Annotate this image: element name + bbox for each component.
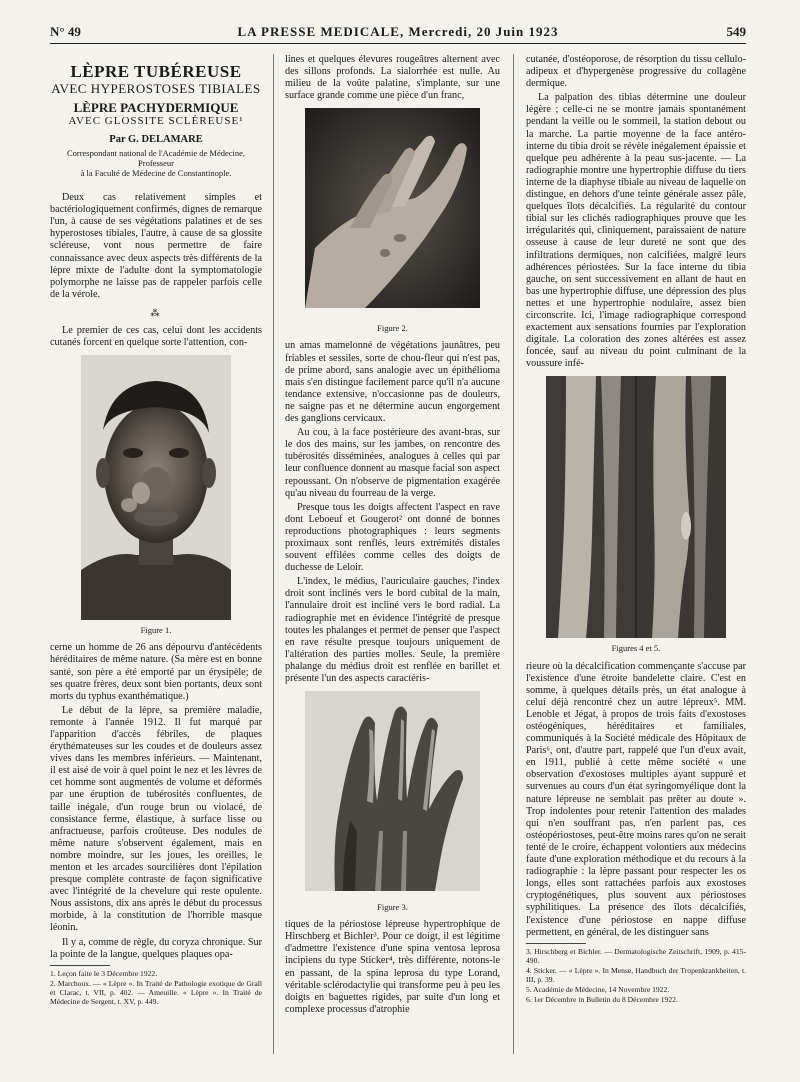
paragraph: Deux cas relativement simples et bactériologiquement confirmés, dignes de remarque l'un, à cause de ses végétations palatines et de ses hyperostoses tibiales, l'autre, à cause de sa glossite scléreuse, vont nous permettre de faire connaissance avec deux aspects très différents de la lèpre mixte de l'adulte dont la symptomatologie polymorphe ne laisse pas de rappeler parfois celle de la vérole. <box>50 192 262 300</box>
figures-4-5-caption: Figures 4 et 5. <box>611 643 661 654</box>
paragraph: L'index, le médius, l'auriculaire gauches, l'index droit sont inclinés vers le bord cubital de la main, l'annulaire droit est incliné vers le bord radial. La radiographie met en évidence l'intégrité de presque toutes les phalanges et permet de penser que l'aspect en rave résulte presque toujours uniquement de l'altération des parties molles. Seule, la première phalange du médius droit est renflée en barillet et présente l'un des aspects caractéris- <box>285 576 500 684</box>
figure-3-hand-radiograph <box>305 691 480 891</box>
paragraph: Presque tous les doigts affectent l'aspect en rave dont Leboeuf et Gougerot² ont donné de bonnes reproductions photographiques : leurs segments proximaux sont renflés, leurs extrémités distales souvent effilées comme celles des doigts de duchesse de Leloir. <box>285 501 500 574</box>
paragraph: cerne un homme de 26 ans dépourvu d'antécédents héréditaires de même nature. (Sa mère est en bonne santé, son père a été emporté par un érysipèle; de ses quatre frères, deux sont bien portants, deux sont morts du typhus exanthématique.) <box>50 642 262 702</box>
paragraph: lines et quelques élevures rougeâtres alternent avec des sillons profonds. La sialorrhée est nulle. Au milieu de la voûte palatine, s'implante, sur une surface grande comme une pièce d'un franc, <box>285 54 500 102</box>
journal-title: LA PRESSE MEDICALE, Mercredi, 20 Juin 1923 <box>237 24 559 39</box>
section-separator: ⁂ <box>150 307 162 318</box>
article-subtitle-secondary: AVEC GLOSSITE SCLÉREUSE¹ <box>68 115 244 127</box>
page-header <box>50 22 746 42</box>
figure-2-hand-photo <box>305 108 480 308</box>
footnote-3: 3. Hirschberg et Bichler. — Dermatologische Zeitschrift, 1909, p. 415-490. <box>526 946 746 965</box>
header-rule <box>50 43 746 44</box>
footnote-rule <box>526 943 586 944</box>
footnote-4: 4. Sticker. — « Lèpre ». In Mense, Handbuch der Tropenkrankheiten, t. III, p. 39. <box>526 965 746 984</box>
page-number: 549 <box>726 24 746 39</box>
figure-1-portrait <box>81 355 231 620</box>
author-affiliation: Correspondant national de l'Académie de Médecine, Professeur à la Faculté de Médecine de Constantinople. <box>66 148 246 179</box>
figure-3-caption: Figure 3. <box>377 902 408 913</box>
paragraph: cutanée, d'ostéoporose, de résorption du tissu cellulo-adipeux et d'hypergenèse progressive du collagène dermique. <box>526 54 746 90</box>
article-subtitle: AVEC HYPEROSTOSES TIBIALES <box>51 81 261 96</box>
footnotes <box>526 947 746 1004</box>
paragraph: Il y a, comme de règle, du coryza chronique. Sur la pointe de la langue, quelques plaques opa- <box>50 936 262 960</box>
paragraph: Le début de la lèpre, sa première maladie, remonte à l'année 1912. Il fut marqué par l'apparition d'accès fébriles, de plaques érythémateuses sur les coudes et de douleurs assez vives dans les membres inférieurs. — Maintenant, il est aisé de voir à quel point le nez et les lèvres de cet homme sont augmentés de volume et déformés par une éruption de tubérosités confluentes, de taille inégale, d'un rouge brun ou violacé, de consistance ferme, élastique, à surface lisse ou anfractueuse, parfois croûteuse. Des nodules de même nature s'observent également, mais en nombre moindre, sur les joues, les oreilles, le menton et les arcades sourcilières dont l'épilation presque complète contraste de façon significative avec l'intégrité de la chevelure qui reste opulente. Nous assistons, dix ans après le début du processus morbide, à la constitution de l'horrible masque léonin. <box>50 704 262 934</box>
paragraph: La palpation des tibias détermine une douleur légère ; celle-ci ne se montre jamais spontanément pendant la veille ou le sommeil, la station debout ou la marche. La partie moyenne de la face antéro-interne du tibia droit se révèle inégalement épaissie et quelque peu adhérente à la peau sus-jacente. — La radiographie montre une hypertrophie diffuse du tiers interne de la diaphyse tibiale au niveau de laquelle on distingue, en dehors d'une teinte générale assez pâle, quelques îlots décalcifiés. La régularité du contour tibial sur les clichés radiographiques prouve que les irrégularités qui, cliniquement, paraissaient de nature osseuse à cause de leur dureté ne sont que des infiltrations dermiques, non calcifiées, malgré leurs adhérences périostées. Sur la face interne du tibia gauche, on sent successivement en allant de haut en bas une hypertrophie diffuse, une dépression des plus nettes et une hypertrophie nodulaire, assez bien circonscrite. Ici, l'image radiographique correspond exactement aux sensations fournies par l'exploration digitale. La coloration des zones altérées est assez foncée, sauf au niveau du point culminant de la voussure infé- <box>526 92 746 370</box>
issue-number: N° 49 <box>50 24 81 39</box>
footnote-6: 6. 1er Décembre in Bulletin du 8 Décembre 1922. <box>526 994 678 1004</box>
footnote-5: 5. Académie de Médecine, 14 Novembre 1922. <box>526 984 670 994</box>
paragraph: un amas mamelonné de végétations jaunâtres, peu friables et sessiles, sorte de chou-fleur qui n'est pas, de prime abord, sans analogie avec un épithélioma mais s'en distingue facilement parce qu'il n'a aucune tendance extensive, n'occasionne pas de douleurs, ne saigne pas et ne détermine aucun engorgement des ganglions cervicaux. <box>285 340 500 425</box>
figures-4-5-tibia-radiographs <box>546 376 726 638</box>
footnote-rule <box>50 965 110 966</box>
figure-2-caption: Figure 2. <box>377 323 408 334</box>
paragraph: Au cou, à la face postérieure des avant-bras, sur le dos des mains, sur les jambes, on rencontre des tubérosités disséminées, analogues à celles qui par leur confluence donnent au masque facial son aspect repoussant. On n'observe de pigmentation exagérée qu'au niveau du fourreau de la verge. <box>285 427 500 499</box>
paragraph: rieure où la décalcification commençante s'accuse par l'existence d'une étroite bandelette claire. C'est en somme, à quelques détails près, un état analogue à celui déjà rencontré chez un autre lépreux⁵. MM. Lenoble et Jégat, à propos de trois faits d'exostoses ostéogéniques, héréditaires et familiales, communiqués à la Société médicale des Hôpitaux de Paris⁶, ont, d'autre part, rappelé que l'un d'eux avait, en 1911, publié à cette même société « une observation d'exostoses multiples ayant suppuré et survenues au cours d'un état syringomyélique dont la nature lépreuse ne semblait pas prêter au doute ». Trop indolentes pour retenir l'attention des malades qui n'en souffrant pas, n'en parlent pas, ces ostéopériostoses, peut-être moins rares qu'on ne serait tenté de le croire, échappent volontiers aux médecins faute d'une exploration méthodique et du recours à la radiographie : la lèpre passant pour respecter les os longs, elles sont rattachées parfois aux exostoses cryptogénétiques, plus souvent aux périostoses syphilitiques. La présence des îlots décalcifiés, l'existence d'une périostose en nappe diffuse permettent, en général, de les distinguer sans <box>526 660 746 938</box>
column-divider <box>273 54 274 1054</box>
column-1 <box>50 54 262 1007</box>
figure-1-caption: Figure 1. <box>140 625 172 636</box>
paragraph: Le premier de ces cas, celui dont les accidents cutanés forcent en quelque sorte l'attention, con- <box>50 325 262 349</box>
footnote-2: 2. Marchoux. — « Lèpre ». In Traité de Pathologie exotique de Grall et Clarac, t. VII, p. 402. — Ameuille. « Lèpre ». In Traité de Médecine de Sergent, t. XV, p. 449. <box>50 978 262 1006</box>
article-title-secondary: LÈPRE PACHYDERMIQUE <box>73 100 239 115</box>
column-2 <box>285 54 500 1018</box>
footnotes <box>50 969 262 1006</box>
column-divider <box>513 54 514 1054</box>
article-title: LÈPRE TUBÉREUSE <box>70 62 242 81</box>
article-author: Par G. DELAMARE <box>109 134 203 145</box>
paragraph: tiques de la périostose lépreuse hypertrophique de Hirschberg et Bichler³. Pour ce doigt, il est légitime d'admettre l'existence d'une spina ventosa leprosa incipiens du type Sticker⁴, très différente, notons-le en passant, de la spina leprosa du type Lorand, véritable sclérodactylie qui transforme peu à peu les doigts en baguettes rigides, par suite d'un long et complexe processus d'atrophie <box>285 919 500 1015</box>
footnote-1: 1. Leçon faite le 3 Décembre 1922. <box>50 968 158 978</box>
column-3 <box>526 54 746 1005</box>
